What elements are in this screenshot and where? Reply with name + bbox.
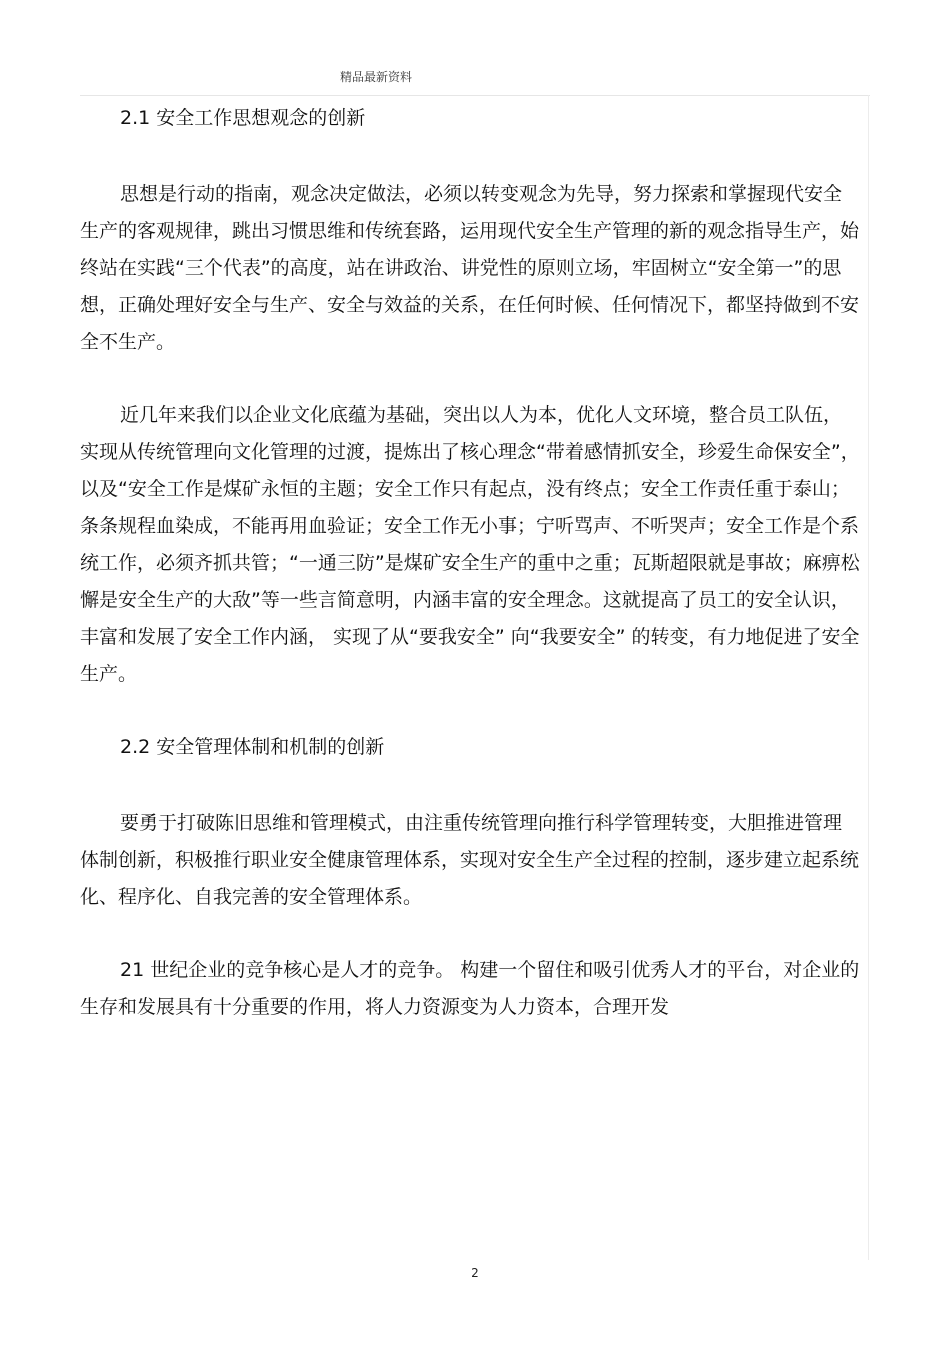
paragraph: 要勇于打破陈旧思维和管理模式，由注重传统管理向推行科学管理转变，大胆推进管理体制创新，积极推行职业安全健康管理体系，实现对安全生产全过程的控制，逐步建立起系统化、程序化、自我完善的安全管理体系。 xyxy=(80,812,860,908)
page-header: 精品最新资料 xyxy=(340,70,413,84)
section-heading: 2.2 安全管理体制和机制的创新 xyxy=(120,736,385,758)
section-heading: 2.1 安全工作思想观念的创新 xyxy=(120,107,366,129)
right-margin-line xyxy=(868,95,869,1260)
document-body xyxy=(80,100,860,1026)
paragraph: 近几年来我们以企业文化底蕴为基础，突出以人为本，优化人文环境，整合员工队伍，实现从传统管理向文化管理的过渡，提炼出了核心理念“带着感情抓安全，珍爱生命保安全”，以及“安全工作是煤矿永恒的主题；安全工作只有起点，没有终点；安全工作责任重于泰山；条条规程血染成，不能再用血验证；安全工作无小事；宁听骂声、不听哭声；安全工作是个系统工作，必须齐抓共管；“一通三防”是煤矿安全生产的重中之重；瓦斯超限就是事故；麻痹松懈是安全生产的大敌”等一些言简意明，内涵丰富的安全理念。这就提高了员工的安全认识，丰富和发展了安全工作内涵， 实现了从“要我安全” 向“我要安全” 的转变，有力地促进了安全生产。 xyxy=(80,404,860,685)
header-divider xyxy=(80,95,870,96)
paragraph: 思想是行动的指南，观念决定做法，必须以转变观念为先导，努力探索和掌握现代安全生产的客观规律，跳出习惯思维和传统套路，运用现代安全生产管理的新的观念指导生产，始终站在实践“三个代表”的高度，站在讲政治、讲党性的原则立场，牢固树立“安全第一”的思想，正确处理好安全与生产、安全与效益的关系，在任何时候、任何情况下，都坚持做到不安全不生产。 xyxy=(80,183,860,353)
page-number: 2 xyxy=(471,1266,479,1280)
paragraph: 21 世纪企业的竞争核心是人才的竞争。 构建一个留住和吸引优秀人才的平台，对企业的生存和发展具有十分重要的作用，将人力资源变为人力资本，合理开发 xyxy=(80,959,860,1018)
